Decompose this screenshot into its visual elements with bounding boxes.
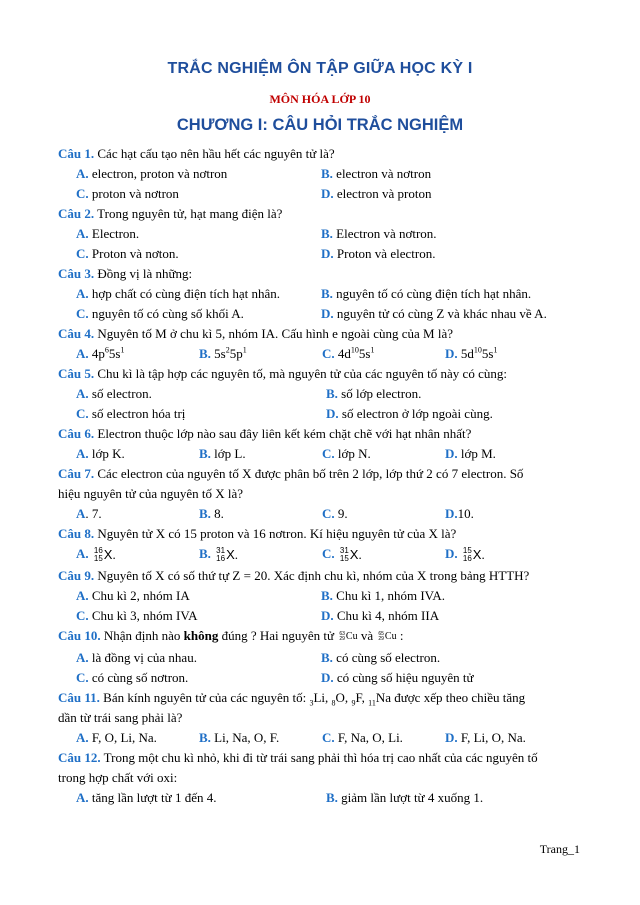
option-text: 10. <box>457 506 474 521</box>
options-row <box>58 788 586 808</box>
options-row <box>58 244 586 264</box>
option-a <box>76 344 199 364</box>
atomic-number: 9 <box>351 698 356 708</box>
option-d <box>321 668 474 688</box>
punctuation: : <box>396 628 404 643</box>
option-text: lớp K. <box>88 446 125 461</box>
option-text: Proton và nơton. <box>88 246 179 261</box>
question-number: Câu 1. <box>58 146 95 161</box>
option-text: lớp N. <box>334 446 371 461</box>
option-a <box>76 384 326 404</box>
question-text: Na được xếp theo chiều tăng <box>375 690 526 705</box>
question-3 <box>58 264 586 284</box>
options-row <box>58 668 586 688</box>
option-letter: B. <box>199 546 211 561</box>
question-text: Nhận định nào <box>100 628 184 643</box>
option-letter: A. <box>76 546 89 561</box>
question-number: Câu 3. <box>58 266 95 281</box>
option-letter: C. <box>322 506 335 521</box>
punctuation: . <box>234 547 238 563</box>
options-row <box>58 384 586 404</box>
option-b <box>326 788 483 808</box>
orbital: 5s <box>481 346 494 361</box>
option-a <box>76 444 199 464</box>
option-text: electron, proton và nơtron <box>88 166 228 181</box>
option-text: F, Na, O, Li. <box>334 730 403 745</box>
options-row <box>58 648 586 668</box>
option-text: . 7. <box>85 506 102 521</box>
option-letter: C. <box>76 246 89 261</box>
orbital: 5s <box>358 346 371 361</box>
option-letter: C. <box>76 186 89 201</box>
option-d <box>321 606 439 626</box>
isotope-symbol <box>463 545 485 565</box>
option-d <box>445 728 526 748</box>
mass-number: 16 <box>93 546 103 556</box>
option-letter: B. <box>321 166 333 181</box>
option-c <box>322 504 445 524</box>
option-text: lớp L. <box>210 446 246 461</box>
option-b <box>199 444 322 464</box>
mass-number: 15 <box>462 546 472 556</box>
option-b <box>321 284 531 304</box>
punctuation: . <box>112 547 116 563</box>
option-a <box>76 504 199 524</box>
question-text: Các hạt cấu tạo nên hầu hết các nguyên tử là? <box>94 146 335 161</box>
option-text: electron và nơtron <box>332 166 432 181</box>
option-letter: D. <box>445 546 458 561</box>
options-row <box>58 606 586 626</box>
options-row <box>58 586 586 606</box>
question-10 <box>58 626 586 648</box>
question-text: Trong nguyên tử, hạt mang điện là? <box>94 206 283 221</box>
isotope-symbol <box>94 545 116 565</box>
isotope-symbol <box>339 627 357 647</box>
options-row <box>58 444 586 464</box>
electron-count: 1 <box>493 345 498 355</box>
option-b <box>321 586 445 606</box>
option-text: có cùng số hiệu nguyên tử <box>333 670 474 685</box>
option-d <box>445 544 485 566</box>
option-letter: A. <box>76 446 89 461</box>
option-letter: D. <box>321 246 334 261</box>
option-text: Proton và electron. <box>333 246 436 261</box>
option-b <box>321 648 440 668</box>
option-text: có cùng số nơtron. <box>88 670 189 685</box>
electron-count: 10 <box>473 345 482 355</box>
option-letter: B. <box>321 588 333 603</box>
option-a <box>76 544 199 566</box>
option-letter: C. <box>322 546 335 561</box>
document-title: TRẮC NGHIỆM ÔN TẬP GIỮA HỌC KỲ I <box>167 60 473 77</box>
element-symbol: Cu <box>345 631 358 643</box>
option-letter: D. <box>326 406 339 421</box>
element-label: O, <box>335 690 352 705</box>
option-text: nguyên tố có cùng số khối A. <box>88 306 244 321</box>
option-c <box>76 244 321 264</box>
page-number: Trang_1 <box>539 842 580 856</box>
atomic-number: 29 <box>378 636 384 643</box>
option-a <box>76 284 321 304</box>
mass-number: 31 <box>339 546 349 556</box>
options-row <box>58 544 586 566</box>
electron-count: 6 <box>104 345 109 355</box>
options-row <box>58 404 586 424</box>
option-c <box>322 544 445 566</box>
emphasis-text: không <box>183 628 219 643</box>
question-number: Câu 9. <box>58 568 95 583</box>
option-text: Electron. <box>88 226 140 241</box>
options-row <box>58 284 586 304</box>
option-letter: D. <box>321 670 334 685</box>
orbital: 5d <box>460 346 474 361</box>
option-d <box>326 404 493 424</box>
option-letter: B. <box>321 286 333 301</box>
option-letter: B. <box>321 650 333 665</box>
option-text: Li, Na, O, F. <box>210 730 280 745</box>
option-letter: D. <box>445 730 458 745</box>
question-7-cont <box>58 484 586 504</box>
element-symbol: X <box>103 547 113 563</box>
option-text: Chu kì 2, nhóm IA <box>88 588 190 603</box>
electron-count: 10 <box>350 345 359 355</box>
option-letter: B. <box>321 226 333 241</box>
question-11-cont <box>58 708 586 728</box>
isotope-symbol <box>340 545 362 565</box>
option-text: proton và nơtron <box>88 186 179 201</box>
option-text: 9. <box>334 506 348 521</box>
atomic-number: 15 <box>93 554 103 564</box>
orbital: 4d <box>337 346 351 361</box>
question-text: Đồng vị là những: <box>94 266 193 281</box>
option-text: số electron hóa trị <box>88 406 186 421</box>
mass-number: 31 <box>216 546 226 556</box>
option-d <box>321 304 547 324</box>
option-letter: D. <box>445 506 458 521</box>
question-7 <box>58 464 586 484</box>
element-symbol: X <box>226 547 235 563</box>
option-letter: C. <box>76 306 89 321</box>
options-row <box>58 504 586 524</box>
chapter-title: CHƯƠNG I: CÂU HỎI TRẮC NGHIỆM <box>176 116 464 134</box>
atomic-number: 16 <box>216 554 226 564</box>
option-letter: D. <box>445 446 458 461</box>
element-symbol: Cu <box>384 631 397 643</box>
question-number: Câu 6. <box>58 426 95 441</box>
orbital: 5s <box>214 346 226 361</box>
question-list <box>58 144 586 808</box>
question-number: Câu 2. <box>58 206 95 221</box>
option-d <box>321 244 435 264</box>
option-letter: D. <box>445 346 458 361</box>
electron-count: 2 <box>225 345 230 355</box>
electron-count: 1 <box>242 345 247 355</box>
option-letter: B. <box>326 386 338 401</box>
option-text: số electron ở lớp ngoài cùng. <box>338 406 493 421</box>
option-a <box>76 728 199 748</box>
option-b <box>199 728 322 748</box>
option-letter: B. <box>199 730 211 745</box>
element-label: F, <box>355 690 369 705</box>
option-d <box>445 504 474 524</box>
option-text: F, O, Li, Na. <box>88 730 157 745</box>
option-text: lớp M. <box>457 446 496 461</box>
option-a <box>76 586 321 606</box>
question-text: Chu kì là tập hợp các nguyên tố, mà nguyên tử của các nguyên tố này có cùng: <box>94 366 507 381</box>
option-a <box>76 648 321 668</box>
question-text: Nguyên tử X có 15 proton và 16 nơtron. Kí hiệu nguyên tử của X là? <box>94 526 457 541</box>
atomic-number: 11 <box>368 698 376 708</box>
question-1 <box>58 144 586 164</box>
option-c <box>76 606 321 626</box>
question-number: Câu 5. <box>58 366 95 381</box>
atomic-number: 3 <box>309 698 314 708</box>
option-text: Chu kì 4, nhóm IIA <box>333 608 440 623</box>
option-text: số lớp electron. <box>337 386 422 401</box>
question-number: Câu 11. <box>58 690 100 705</box>
option-d <box>445 344 497 364</box>
isotope-symbol <box>378 627 396 647</box>
question-text: Bán kính nguyên tử của các nguyên tố: <box>99 690 310 705</box>
option-a <box>76 224 321 244</box>
option-letter: A. <box>76 346 89 361</box>
atomic-number: 16 <box>462 554 472 564</box>
option-text: là đồng vị của nhau. <box>88 650 197 665</box>
options-row <box>58 164 586 184</box>
option-letter: C. <box>322 446 335 461</box>
option-c <box>76 304 321 324</box>
question-number: Câu 4. <box>58 326 95 341</box>
option-letter: A. <box>76 226 89 241</box>
question-text: hiệu nguyên tử của nguyên tố X là? <box>58 486 244 501</box>
option-b <box>199 544 322 566</box>
question-4 <box>58 324 586 344</box>
option-text: có cùng số electron. <box>332 650 441 665</box>
element-symbol: X <box>349 547 359 563</box>
option-letter: B. <box>199 346 211 361</box>
question-number: Câu 8. <box>58 526 95 541</box>
option-a <box>76 164 321 184</box>
question-12 <box>58 748 586 768</box>
question-6 <box>58 424 586 444</box>
question-text: Các electron của nguyên tố X được phân bố trên 2 lớp, lớp thứ 2 có 7 electron. Số <box>94 466 524 481</box>
option-c <box>322 728 445 748</box>
conjunction: và <box>357 628 377 643</box>
options-row <box>58 728 586 748</box>
electron-count: 1 <box>120 345 125 355</box>
orbital: 5s <box>108 346 121 361</box>
option-letter: D. <box>321 306 334 321</box>
option-letter: B. <box>326 790 338 805</box>
option-letter: C. <box>76 406 89 421</box>
option-text: F, Li, O, Na. <box>457 730 526 745</box>
option-c <box>322 444 445 464</box>
options-row <box>58 224 586 244</box>
question-text: Nguyên tố M ở chu kì 5, nhóm IA. Cấu hình e ngoài cùng của M là? <box>94 326 454 341</box>
option-text: Electron và nơtron. <box>332 226 437 241</box>
question-5 <box>58 364 586 384</box>
option-c <box>76 668 321 688</box>
option-letter: A <box>76 506 86 521</box>
option-letter: B. <box>199 506 211 521</box>
option-letter: C. <box>76 670 89 685</box>
option-letter: A. <box>76 650 89 665</box>
option-b <box>326 384 421 404</box>
question-text: trong hợp chất với oxi: <box>58 770 178 785</box>
option-text: electron và proton <box>333 186 432 201</box>
element-label: Li, <box>313 690 332 705</box>
atomic-number: 15 <box>339 554 349 564</box>
option-d <box>321 184 431 204</box>
option-letter: C. <box>76 608 89 623</box>
orbital: 5p <box>229 346 243 361</box>
electron-count: 1 <box>370 345 375 355</box>
punctuation: . <box>358 547 362 563</box>
question-text: Electron thuộc lớp nào sau đây liên kết kém chặt chẽ với hạt nhân nhất? <box>94 426 472 441</box>
option-b <box>321 224 437 244</box>
subject-title: MÔN HÓA LỚP 10 <box>269 92 371 106</box>
option-b <box>321 164 431 184</box>
question-number: Câu 12. <box>58 750 101 765</box>
question-11 <box>58 688 586 708</box>
option-text: tăng lần lượt từ 1 đến 4. <box>88 790 217 805</box>
option-letter: D. <box>321 186 334 201</box>
options-row <box>58 304 586 324</box>
option-text: nguyên tố có cùng điện tích hạt nhân. <box>332 286 532 301</box>
option-text: giảm lần lượt từ 4 xuống 1. <box>337 790 484 805</box>
option-text: số electron. <box>88 386 152 401</box>
mass-number: 63 <box>339 631 345 638</box>
options-row <box>58 184 586 204</box>
question-text: Trong một chu kì nhỏ, khi đi từ trái sang phải thì hóa trị cao nhất của các nguyên tố <box>100 750 538 765</box>
question-text: đúng ? Hai nguyên tử <box>218 628 335 643</box>
question-text: Nguyên tố X có số thứ tự Z = 20. Xác định chu kì, nhóm của X trong bảng HTTH? <box>94 568 530 583</box>
question-8 <box>58 524 586 544</box>
option-c <box>76 404 326 424</box>
atomic-number: 29 <box>339 636 345 643</box>
option-c <box>76 184 321 204</box>
question-number: Câu 7. <box>58 466 95 481</box>
option-letter: A. <box>76 588 89 603</box>
option-b <box>199 344 322 364</box>
option-letter: C. <box>322 346 335 361</box>
option-text: 8. <box>210 506 224 521</box>
option-a <box>76 788 326 808</box>
atomic-number: 8 <box>331 698 336 708</box>
option-text: nguyên tử có cùng Z và khác nhau về A. <box>333 306 547 321</box>
option-text: Chu kì 1, nhóm IVA. <box>332 588 445 603</box>
question-12-cont <box>58 768 586 788</box>
option-b <box>199 504 322 524</box>
element-symbol: X <box>472 547 482 563</box>
option-d <box>445 444 496 464</box>
option-text: hợp chất có cùng điện tích hạt nhân. <box>88 286 280 301</box>
option-letter: A. <box>76 386 89 401</box>
mass-number: 65 <box>378 631 384 638</box>
option-letter: A. <box>76 166 89 181</box>
question-9 <box>58 566 586 586</box>
orbital: 4p <box>91 346 105 361</box>
question-number: Câu 10. <box>58 628 101 643</box>
option-c <box>322 344 445 364</box>
option-letter: A. <box>76 730 89 745</box>
question-2 <box>58 204 586 224</box>
option-letter: A. <box>76 286 89 301</box>
option-letter: A. <box>76 790 89 805</box>
isotope-symbol <box>216 545 238 565</box>
question-text: dần từ trái sang phải là? <box>58 710 183 725</box>
options-row <box>58 344 586 364</box>
option-text: Chu kì 3, nhóm IVA <box>88 608 198 623</box>
option-letter: C. <box>322 730 335 745</box>
option-letter: D. <box>321 608 334 623</box>
punctuation: . <box>481 547 485 563</box>
option-letter: B. <box>199 446 211 461</box>
